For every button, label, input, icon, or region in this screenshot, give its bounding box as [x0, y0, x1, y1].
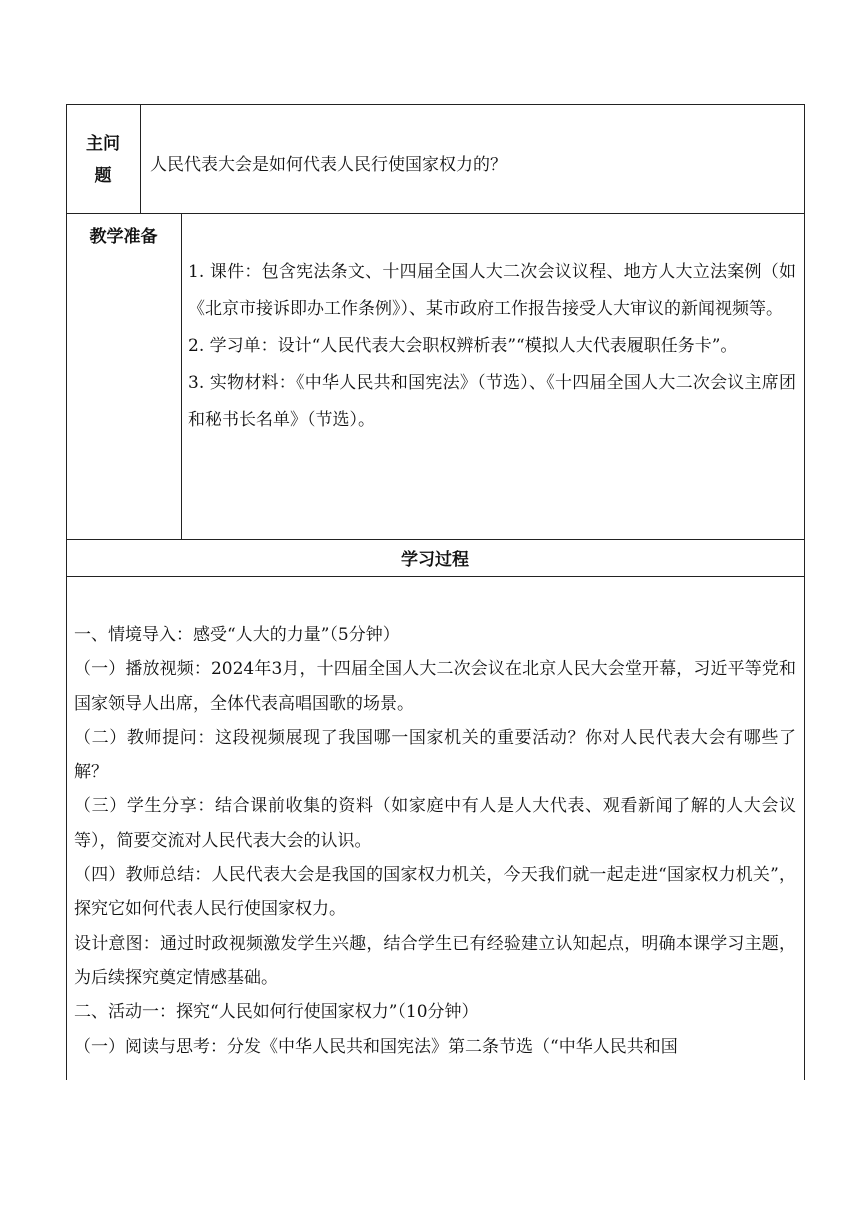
process-paragraph: （四）教师总结：人民代表大会是我国的国家权力机关，今天我们就一起走进“国家权力机关”，探究它如何代表人民行使国家权力。 [74, 865, 796, 920]
process-paragraph: 一、情境导入：感受“人大的力量”（5分钟） [74, 625, 400, 645]
main-question-label-line1: 主问 [86, 134, 120, 154]
row-divider-2 [66, 539, 805, 540]
preparation-content [188, 254, 796, 439]
preparation-item: 2. 学习单：设计“人民代表大会职权辨析表”“模拟人大代表履职任务卡”。 [188, 336, 738, 356]
preparation-item: 3. 实物材料：《中华人民共和国宪法》（节选）、《十四届全国人大二次会议主席团和秘书长名单》（节选）。 [188, 373, 796, 430]
main-question-label [66, 128, 140, 192]
process-paragraph: （一）阅读与思考：分发《中华人民共和国宪法》第二条节选（“中华人民共和国 [74, 1036, 678, 1057]
process-paragraph: 设计意图：通过时政视频激发学生兴趣，结合学生已有经验建立认知起点，明确本课学习主题，为后续探究奠定情感基础。 [74, 933, 796, 988]
row-divider-3 [66, 576, 805, 577]
main-question-text: 人民代表大会是如何代表人民行使国家权力的？ [150, 155, 507, 175]
row-divider-1 [66, 213, 805, 214]
process-paragraph: （三）学生分享：结合课前收集的资料（如家庭中有人是人大代表、观看新闻了解的人大会议等），简要交流对人民代表大会的认识。 [74, 796, 796, 851]
process-paragraph: 二、活动一：探究“人民如何行使国家权力”（10分钟） [74, 1002, 479, 1023]
column-divider-preparation [181, 213, 182, 539]
main-question-label-line2: 题 [94, 166, 112, 186]
preparation-label: 教学准备 [89, 227, 158, 247]
column-divider-question [140, 104, 141, 213]
process-paragraph: （一）播放视频：2024年3月，十四届全国人大二次会议在北京人民大会堂开幕，习近平等党和国家领导人出席，全体代表高唱国歌的场景。 [74, 659, 796, 714]
learning-process-title: 学习过程 [401, 550, 469, 570]
learning-process-content [74, 618, 796, 1064]
process-paragraph: （二）教师提问：这段视频展现了我国哪一国家机关的重要活动？你对人民代表大会有哪些了解？ [74, 727, 796, 783]
preparation-item: 1. 课件：包含宪法条文、十四届全国人大二次会议议程、地方人大立法案例（如《北京市接诉即办工作条例》）、某市政府工作报告接受人大审议的新闻视频等。 [188, 262, 796, 319]
